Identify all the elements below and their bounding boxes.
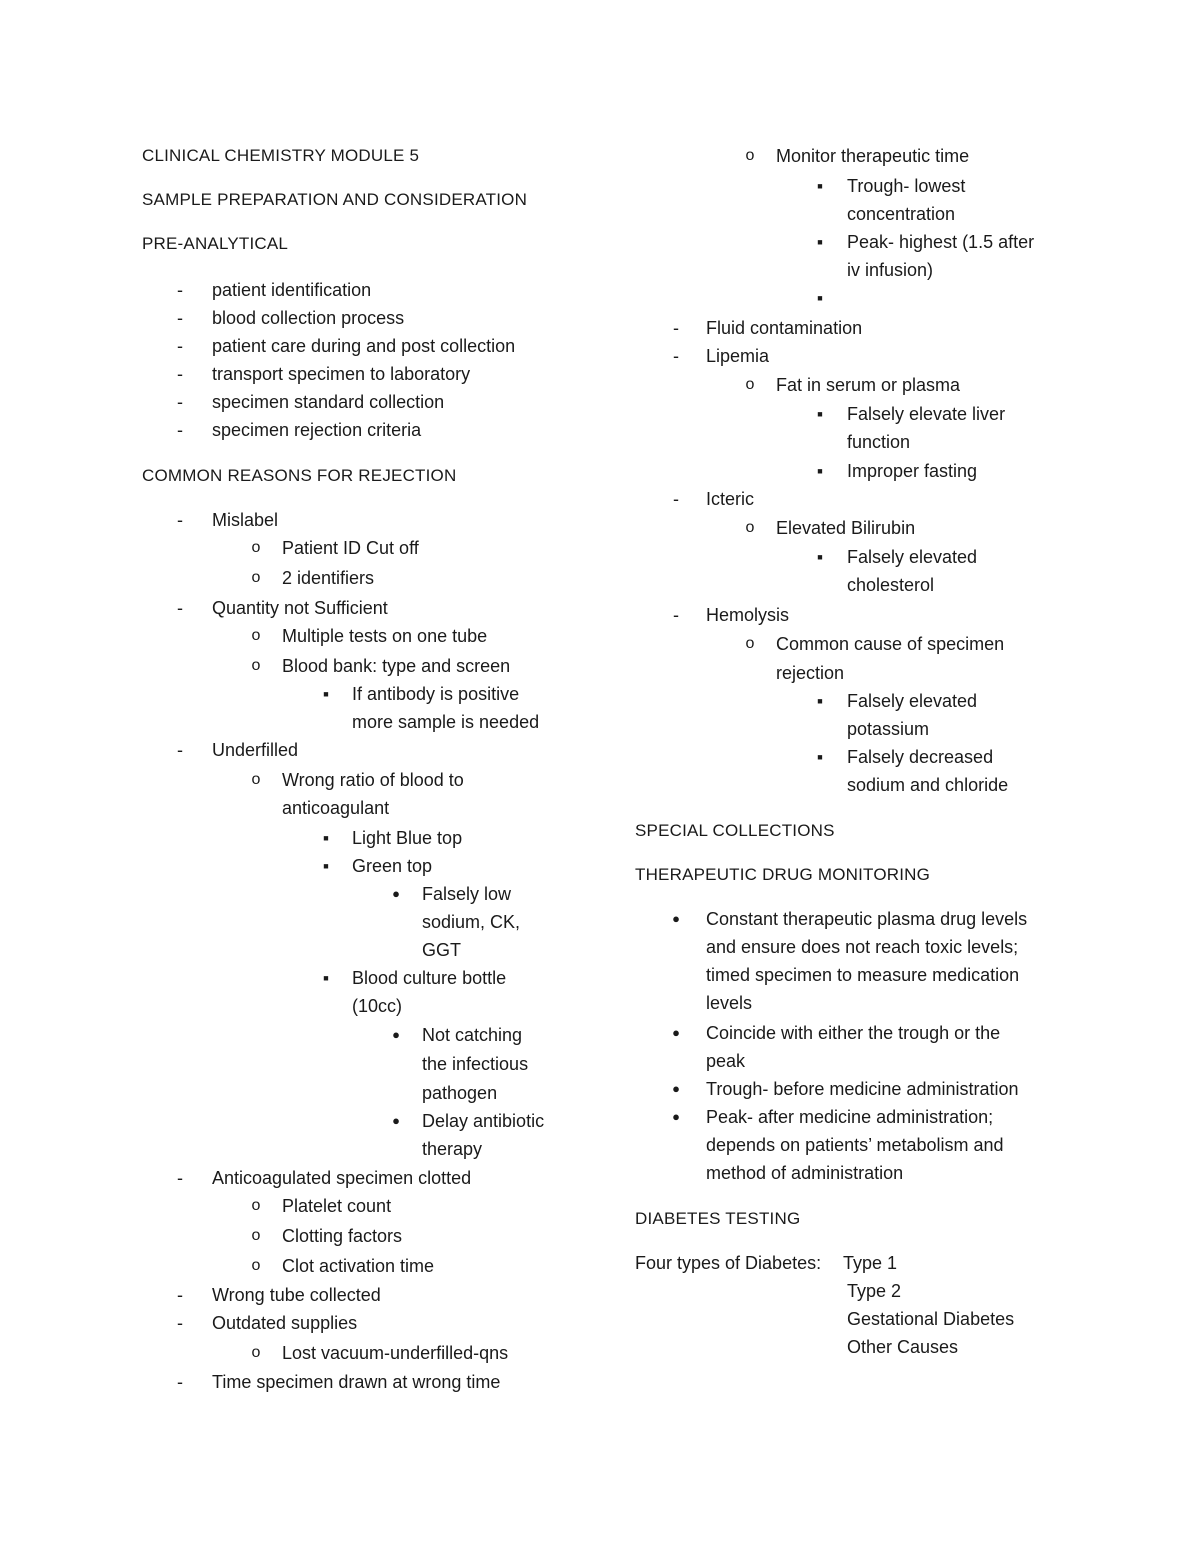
square-bullet: ■ xyxy=(323,833,329,843)
circle-bullet: o xyxy=(251,1344,261,1361)
diabetes-type: Type 2 xyxy=(847,1281,902,1301)
list-item: Constant therapeutic plasma drug levels xyxy=(706,909,1028,929)
document-subtitle: SAMPLE PREPARATION AND CONSIDERATION xyxy=(142,190,528,209)
rejection-heading: COMMON REASONS FOR REJECTION xyxy=(142,466,457,485)
dash-bullet: - xyxy=(177,510,183,530)
circle-bullet: o xyxy=(745,376,755,393)
circle-bullet: o xyxy=(251,1227,261,1244)
list-item-continuation: depends on patients’ metabolism and xyxy=(706,1135,1004,1155)
circle-bullet: o xyxy=(251,539,261,556)
list-item: Patient ID Cut off xyxy=(282,538,419,558)
list-item-continuation: more sample is needed xyxy=(352,712,540,732)
diabetes-heading: DIABETES TESTING xyxy=(635,1209,801,1228)
list-item: 2 identifiers xyxy=(282,568,375,588)
list-item-continuation: peak xyxy=(706,1051,746,1071)
list-item: Blood bank: type and screen xyxy=(282,656,511,676)
list-item: Wrong tube collected xyxy=(212,1285,381,1305)
list-item: Trough- lowest xyxy=(847,176,966,196)
dash-bullet: - xyxy=(177,336,183,356)
list-item: Falsely elevated xyxy=(847,547,978,567)
square-bullet: ■ xyxy=(323,973,329,983)
diabetes-type: Gestational Diabetes xyxy=(847,1309,1015,1329)
list-item: If antibody is positive xyxy=(352,684,520,704)
list-item: Clotting factors xyxy=(282,1226,403,1246)
list-item: Falsely low xyxy=(422,884,512,904)
square-bullet: ■ xyxy=(817,181,823,191)
dot-bullet: ● xyxy=(392,1027,400,1042)
dash-bullet: - xyxy=(673,605,679,625)
list-item: Quantity not Sufficient xyxy=(212,598,388,618)
circle-bullet: o xyxy=(251,1197,261,1214)
list-item: Falsely decreased xyxy=(847,747,994,767)
list-item: Time specimen drawn at wrong time xyxy=(212,1372,501,1392)
list-item: Anticoagulated specimen clotted xyxy=(212,1168,472,1188)
dot-bullet: ● xyxy=(672,1025,680,1040)
tdm-heading: THERAPEUTIC DRUG MONITORING xyxy=(635,865,931,884)
dot-bullet: ● xyxy=(672,1109,680,1124)
circle-bullet: o xyxy=(251,1257,261,1274)
square-bullet: ■ xyxy=(817,409,823,419)
list-item-continuation: cholesterol xyxy=(847,575,935,595)
list-item-continuation: pathogen xyxy=(422,1083,498,1103)
dash-bullet: - xyxy=(673,489,679,509)
list-item: specimen standard collection xyxy=(212,392,445,412)
dash-bullet: - xyxy=(177,1168,183,1188)
list-item-continuation: and ensure does not reach toxic levels; xyxy=(706,937,1019,957)
list-item: Hemolysis xyxy=(706,605,790,625)
list-item: Green top xyxy=(352,856,433,876)
list-item-continuation: (10cc) xyxy=(352,996,403,1016)
list-item: Peak- after medicine administration; xyxy=(706,1107,994,1127)
circle-bullet: o xyxy=(745,519,755,536)
list-item: Falsely elevated xyxy=(847,691,978,711)
list-item: Multiple tests on one tube xyxy=(282,626,488,646)
square-bullet: ■ xyxy=(817,552,823,562)
list-item-continuation: timed specimen to measure medication xyxy=(706,965,1020,985)
list-item: Peak- highest (1.5 after xyxy=(847,232,1035,252)
circle-bullet: o xyxy=(251,627,261,644)
dash-bullet: - xyxy=(177,1313,183,1333)
list-item: Outdated supplies xyxy=(212,1313,358,1333)
list-item-continuation: rejection xyxy=(776,663,845,683)
list-item: Lost vacuum-underfilled-qns xyxy=(282,1343,509,1363)
square-bullet: ■ xyxy=(323,689,329,699)
square-bullet: ■ xyxy=(323,861,329,871)
list-item-continuation: therapy xyxy=(422,1139,483,1159)
circle-bullet: o xyxy=(251,771,261,788)
dash-bullet: - xyxy=(177,740,183,760)
dot-bullet: ● xyxy=(672,1081,680,1096)
list-item: Light Blue top xyxy=(352,828,463,848)
list-item-continuation: function xyxy=(847,432,911,452)
list-item: Clot activation time xyxy=(282,1256,435,1276)
dash-bullet: - xyxy=(673,346,679,366)
list-item-continuation: anticoagulant xyxy=(282,798,390,818)
dash-bullet: - xyxy=(177,308,183,328)
list-item: Coincide with either the trough or the xyxy=(706,1023,1001,1043)
list-item: Common cause of specimen xyxy=(776,634,1005,654)
dash-bullet: - xyxy=(177,280,183,300)
dash-bullet: - xyxy=(177,1372,183,1392)
list-item: Lipemia xyxy=(706,346,770,366)
circle-bullet: o xyxy=(745,147,755,164)
dot-bullet: ● xyxy=(392,886,400,901)
list-item-continuation: sodium, CK, xyxy=(422,912,521,932)
list-item: blood collection process xyxy=(212,308,405,328)
dash-bullet: - xyxy=(177,364,183,384)
list-item: Icteric xyxy=(706,489,755,509)
diabetes-intro: Four types of Diabetes: xyxy=(635,1253,822,1273)
list-item-continuation: GGT xyxy=(422,940,461,960)
list-item: specimen rejection criteria xyxy=(212,420,422,440)
dash-bullet: - xyxy=(673,318,679,338)
list-item-continuation: the infectious xyxy=(422,1054,529,1074)
dash-bullet: - xyxy=(177,392,183,412)
diabetes-type: Type 1 xyxy=(843,1253,898,1273)
list-item-continuation: concentration xyxy=(847,204,956,224)
list-item: Mislabel xyxy=(212,510,279,530)
document-title: CLINICAL CHEMISTRY MODULE 5 xyxy=(142,146,420,165)
list-item: transport specimen to laboratory xyxy=(212,364,471,384)
list-item-continuation: method of administration xyxy=(706,1163,904,1183)
dash-bullet: - xyxy=(177,1285,183,1305)
list-item-continuation: potassium xyxy=(847,719,930,739)
diabetes-type: Other Causes xyxy=(847,1337,959,1357)
square-bullet: ■ xyxy=(817,752,823,762)
list-item: Trough- before medicine administration xyxy=(706,1079,1019,1099)
list-item: Platelet count xyxy=(282,1196,392,1216)
list-item: Wrong ratio of blood to xyxy=(282,770,464,790)
square-bullet: ■ xyxy=(817,696,823,706)
dash-bullet: - xyxy=(177,420,183,440)
list-item-continuation: sodium and chloride xyxy=(847,775,1009,795)
list-item: Blood culture bottle xyxy=(352,968,507,988)
pre-analytical-heading: PRE-ANALYTICAL xyxy=(142,234,289,253)
dot-bullet: ● xyxy=(392,1113,400,1128)
list-item: patient care during and post collection xyxy=(212,336,516,356)
list-item: Monitor therapeutic time xyxy=(776,146,970,166)
square-bullet: ■ xyxy=(817,466,823,476)
list-item: Falsely elevate liver xyxy=(847,404,1006,424)
dot-bullet: ● xyxy=(672,911,680,926)
list-item: Underfilled xyxy=(212,740,299,760)
circle-bullet: o xyxy=(745,635,755,652)
list-item: Improper fasting xyxy=(847,461,978,481)
circle-bullet: o xyxy=(251,657,261,674)
list-item-continuation: levels xyxy=(706,993,753,1013)
special-collections-heading: SPECIAL COLLECTIONS xyxy=(635,821,835,840)
dash-bullet: - xyxy=(177,598,183,618)
list-item: Fluid contamination xyxy=(706,318,863,338)
circle-bullet: o xyxy=(251,569,261,586)
list-item: Delay antibiotic xyxy=(422,1111,545,1131)
square-bullet: ■ xyxy=(817,237,823,247)
list-item: Not catching xyxy=(422,1025,523,1045)
list-item: Elevated Bilirubin xyxy=(776,518,916,538)
list-item: Fat in serum or plasma xyxy=(776,375,961,395)
list-item-continuation: iv infusion) xyxy=(847,260,934,280)
square-bullet: ■ xyxy=(817,293,823,303)
list-item: patient identification xyxy=(212,280,372,300)
